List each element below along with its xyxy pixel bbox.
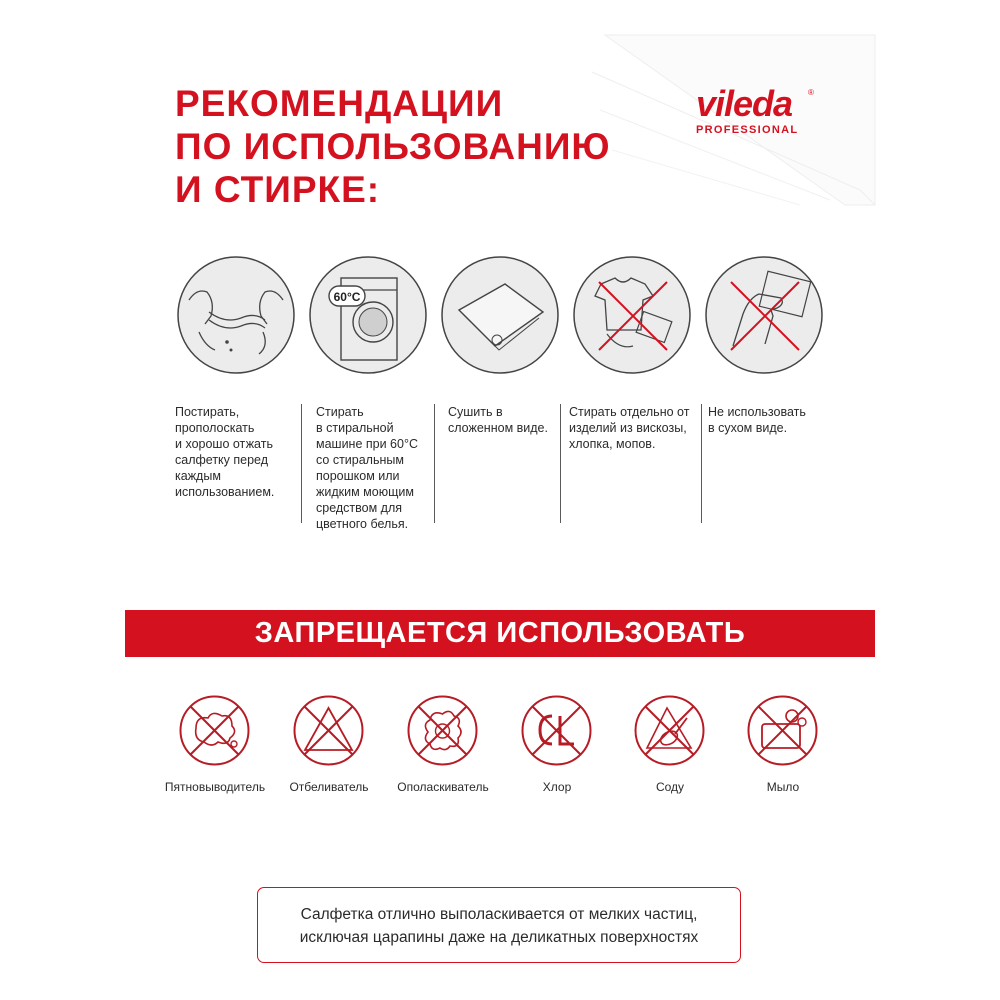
- logo-wordmark: vileda: [696, 83, 793, 124]
- bleach-icon: [292, 694, 365, 767]
- care-text-separate: Стирать отдельно от изделий из вискозы, хлопка, мопов.: [569, 405, 690, 451]
- washing-machine-icon: [307, 254, 429, 376]
- logo-subtitle: PROFESSIONAL: [696, 124, 799, 136]
- folded-cloth-icon: [439, 254, 561, 376]
- chlorine-icon: [520, 694, 593, 767]
- dry-use-icon: [703, 254, 825, 376]
- prohibited-banner: [125, 610, 875, 657]
- label-stain-remover: Пятновыводитель: [164, 780, 266, 794]
- prohibited-banner-title: ЗАПРЕЩАЕТСЯ ИСПОЛЬЗОВАТЬ: [254, 617, 746, 649]
- title-line-3: И СТИРКЕ:: [175, 169, 381, 210]
- label-chlorine: Хлор: [542, 780, 572, 794]
- note-line-1: Салфетка отлично выполаскивается от мелких частиц,: [300, 906, 698, 923]
- column-divider: [301, 404, 302, 523]
- title-line-2: ПО ИСПОЛЬЗОВАНИЮ: [175, 126, 611, 167]
- note-text: [258, 903, 740, 949]
- label-soap: Мыло: [766, 780, 800, 794]
- label-soda: Соду: [655, 780, 685, 794]
- column-divider: [434, 404, 435, 523]
- care-text-machine-wash: Стирать в стиральной машине при 60°С со стиральным порошком или жидким моющим средством для цветного белья.: [316, 405, 418, 531]
- column-divider: [701, 404, 702, 523]
- note-line-2: исключая царапины даже на деликатных поверхностях: [299, 929, 699, 946]
- wring-cloth-icon: [175, 254, 297, 376]
- care-text-wring: Постирать, прополоскать и хорошо отжать салфетку перед каждым использованием.: [175, 405, 275, 499]
- note-box: [257, 887, 741, 963]
- vileda-logo: [696, 83, 816, 136]
- temperature-badge: 60°C: [333, 290, 361, 304]
- column-divider: [560, 404, 561, 523]
- soda-icon: [633, 694, 706, 767]
- separate-wash-icon: [571, 254, 693, 376]
- label-softener: Ополаскиватель: [397, 780, 489, 794]
- page-title: [175, 82, 611, 211]
- care-text-no-dry-use: Не использовать в сухом виде.: [708, 405, 806, 435]
- stain-remover-icon: [178, 694, 251, 767]
- title-line-1: РЕКОМЕНДАЦИИ: [175, 83, 504, 124]
- care-text-dry-folded: Сушить в сложенном виде.: [448, 405, 548, 435]
- softener-icon: [406, 694, 479, 767]
- label-bleach: Отбеливатель: [289, 780, 369, 794]
- soap-icon: [746, 694, 819, 767]
- logo-registered-mark: ®: [808, 88, 814, 97]
